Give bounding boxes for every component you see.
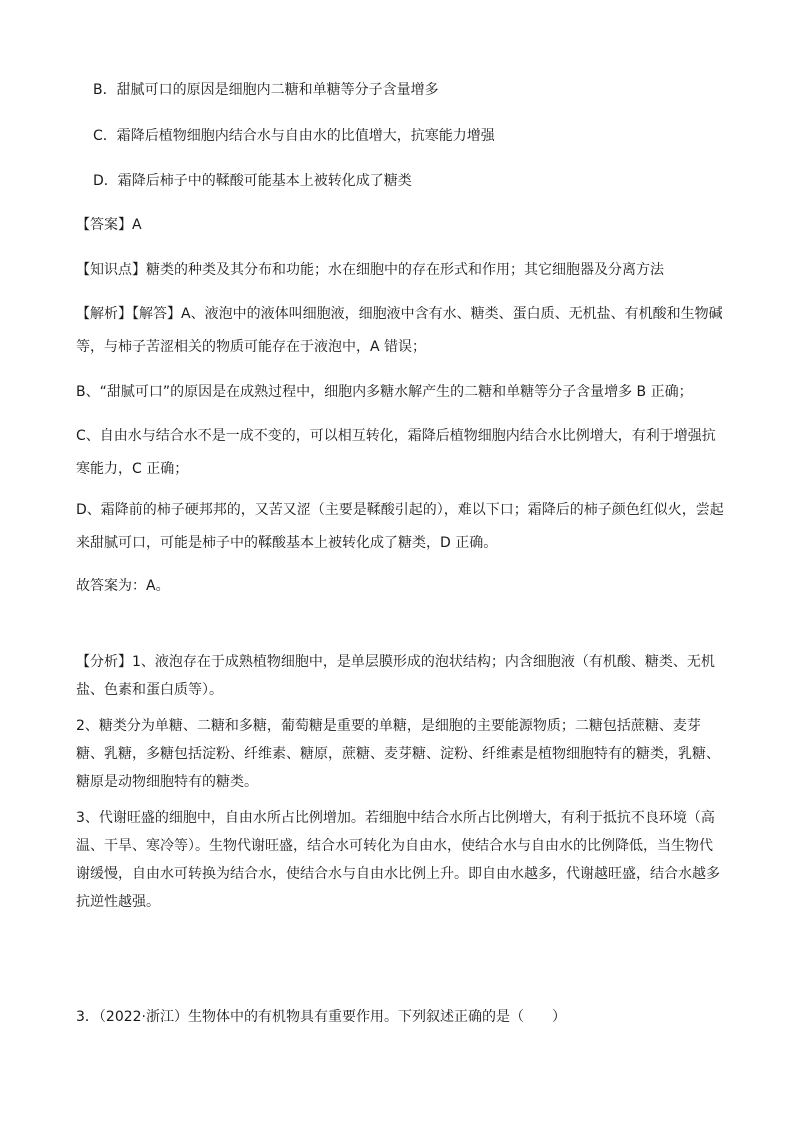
analysis-b: B、“甜腻可口”的原因是在成熟过程中，细胞内多糖水解产生的二糖和单糖等分子含量增多 B 正确； xyxy=(76,384,693,400)
explanation-2: 2、糖类分为单糖、二糖和多糖，葡萄糖是重要的单糖，是细胞的主要能源物质；二糖包括蔗糖、麦芽糖、乳糖，多糖包括淀粉、纤维素、糖原，蔗糖、麦芽糖、淀粉、纤维素是植物细胞特有的糖类，乳糖、糖原是动物细胞特有的糖类。 xyxy=(76,718,720,790)
option-d: D．霜降后柿子中的鞣酸可能基本上被转化成了糖类 xyxy=(93,173,412,189)
knowledge-points: 【知识点】糖类的种类及其分布和功能；水在细胞中的存在形式和作用；其它细胞器及分离方法 xyxy=(76,262,664,278)
analysis-conclusion: 故答案为：A。 xyxy=(76,578,170,594)
option-b: B．甜腻可口的原因是细胞内二糖和单糖等分子含量增多 xyxy=(93,82,439,98)
next-question: 3．（2022·浙江）生物体中的有机物具有重要作用。下列叙述正确的是（ ） xyxy=(76,1009,566,1025)
analysis-d: D、霜降前的柿子硬邦邦的，又苦又涩（主要是鞣酸引起的），难以下口；霜降后的柿子颜色红似火，尝起来甜腻可口，可能是柿子中的鞣酸基本上被转化成了糖类，D 正确。 xyxy=(76,502,724,551)
explanation-3: 3、代谢旺盛的细胞中，自由水所占比例增加。若细胞中结合水所占比例增大，有利于抵抗不良环境（高温、干旱、寒冷等）。生物代谢旺盛，结合水可转化为自由水，使结合水与自由水的比例降低，当生物代谢缓慢，自由水可转换为结合水，使结合水与自由水比例上升。即自由水越多，代谢越旺盛，结合水越多抗逆性越强。 xyxy=(76,810,720,910)
explanation-1: 【分析】1、液泡存在于成熟植物细胞中，是单层膜形成的泡状结构；内含细胞液（有机酸、糖类、无机盐、色素和蛋白质等）。 xyxy=(76,654,715,698)
answer: 【答案】A xyxy=(76,217,142,233)
option-c: C．霜降后植物细胞内结合水与自由水的比值增大，抗寒能力增强 xyxy=(93,128,495,144)
analysis-a: 【解析】【解答】A、液泡中的液体叫细胞液，细胞液中含有水、糖类、蛋白质、无机盐、有机酸和生物碱等，与柿子苦涩相关的物质可能存在于液泡中，A 错误； xyxy=(76,306,723,355)
analysis-c: C、自由水与结合水不是一成不变的，可以相互转化，霜降后植物细胞内结合水比例增大，有利于增强抗寒能力，C 正确； xyxy=(76,428,716,477)
